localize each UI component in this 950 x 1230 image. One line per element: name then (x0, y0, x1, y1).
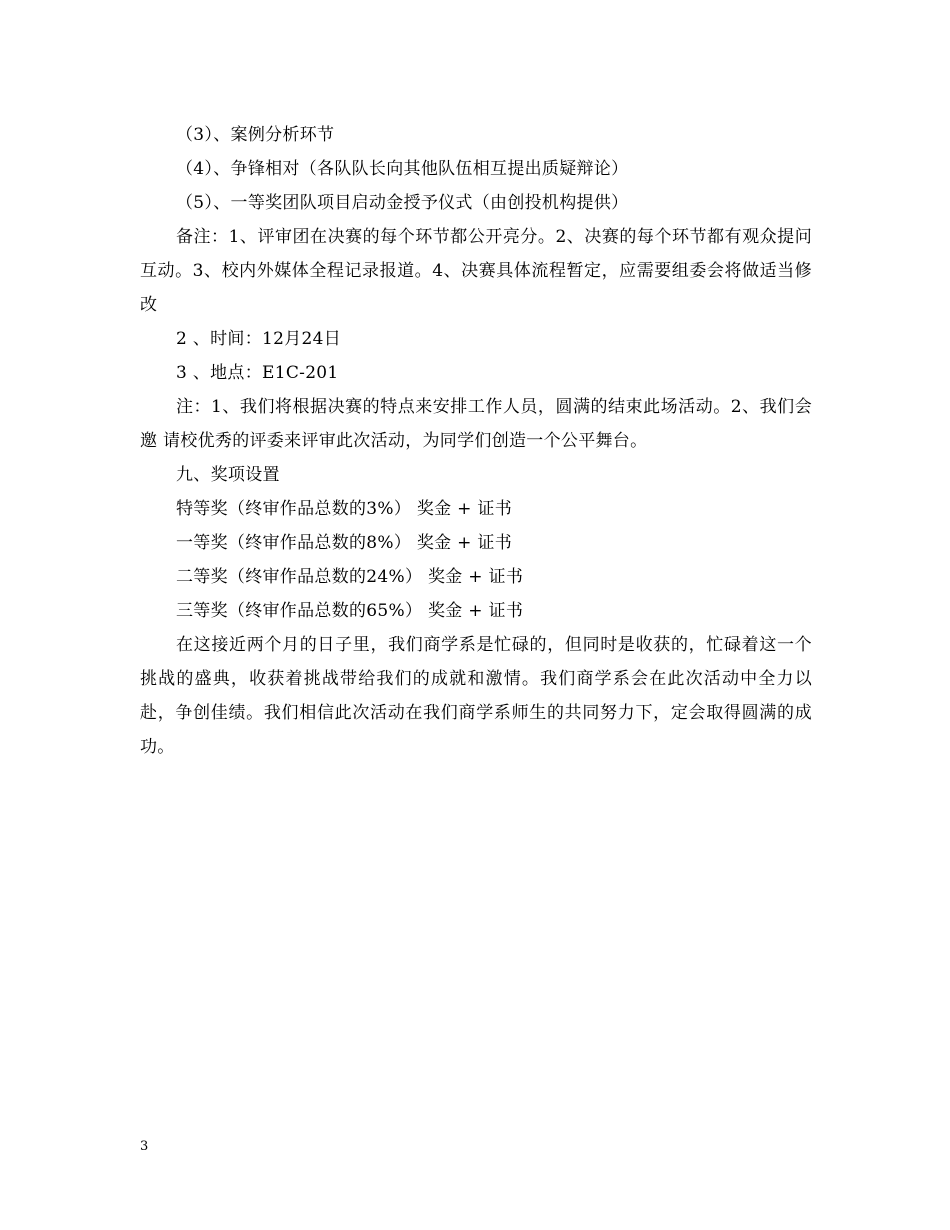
award-item-third: 三等奖（终审作品总数的65%） 奖金 + 证书 (176, 601, 524, 621)
flow-item-debate: （4）、争锋相对（各队队长向其他队伍相互提出质疑辩论） (176, 159, 629, 179)
flow-item-award-ceremony: （5）、一等奖团队项目启动金授予仪式（由创投机构提供） (176, 193, 629, 213)
document-body (140, 118, 812, 764)
section-heading-awards: 九、奖项设置 (176, 465, 280, 485)
award-item-special: 特等奖（终审作品总数的3%） 奖金 + 证书 (176, 499, 513, 519)
note-paragraph: 备注：1、评审团在决赛的每个环节都公开亮分。2、决赛的每个环节都有观众提问互动。3、校内外媒体全程记录报道。4、决赛具体流程暂定，应需要组委会将做适当修改 (140, 227, 812, 315)
closing-paragraph: 在这接近两个月的日子里，我们商学系是忙碌的，但同时是收获的，忙碌着这一个挑战的盛典，收获着挑战带给我们的成就和激情。我们商学系会在此次活动中全力以赴，争创佳绩。我们相信此次活动在我们商学系师生的共同努力下，定会取得圆满的成功。 (140, 635, 812, 757)
flow-item-case-analysis: （3）、案例分析环节 (176, 125, 335, 145)
page-number: 3 (140, 1139, 149, 1154)
remark-paragraph: 注：1、我们将根据决赛的特点来安排工作人员，圆满的结束此场活动。2、我们会邀 请校优秀的评委来评审此次活动，为同学们创造一个公平舞台。 (140, 397, 812, 451)
time-line: 2 、时间：12月24日 (176, 329, 342, 349)
award-item-second: 二等奖（终审作品总数的24%） 奖金 + 证书 (176, 567, 524, 587)
place-line: 3 、地点：E1C-201 (176, 363, 339, 383)
award-item-first: 一等奖（终审作品总数的8%） 奖金 + 证书 (176, 533, 513, 553)
